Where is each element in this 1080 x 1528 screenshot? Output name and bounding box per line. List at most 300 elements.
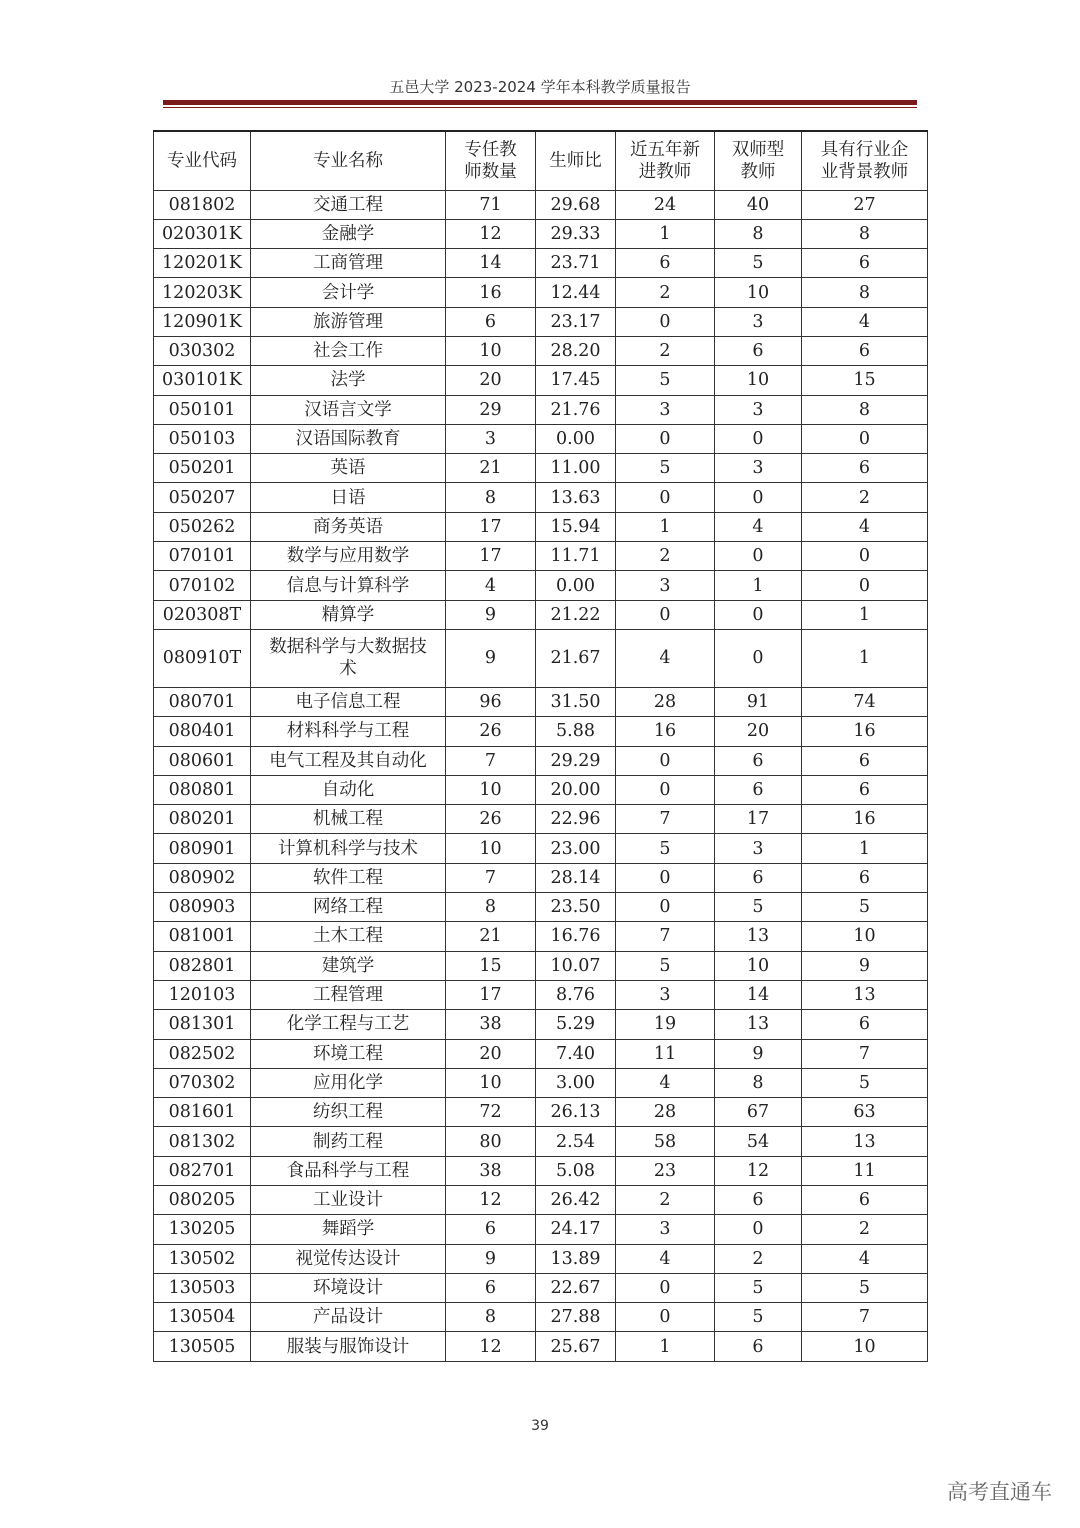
cell-major-code: 120203K (154, 278, 251, 307)
cell-new-teachers: 2 (616, 542, 715, 571)
cell-new-teachers: 16 (616, 717, 715, 746)
cell-major-name: 商务英语 (251, 512, 446, 541)
cell-fulltime-teachers: 3 (446, 424, 536, 453)
cell-major-name: 纺织工程 (251, 1098, 446, 1127)
cell-major-name: 土木工程 (251, 922, 446, 951)
cell-major-code: 020308T (154, 600, 251, 629)
cell-new-teachers: 0 (616, 746, 715, 775)
table-row (154, 336, 928, 365)
table-row (154, 1039, 928, 1068)
cell-new-teachers: 2 (616, 278, 715, 307)
cell-major-code: 080910T (154, 629, 251, 687)
cell-new-teachers: 5 (616, 454, 715, 483)
cell-fulltime-teachers: 38 (446, 1156, 536, 1185)
cell-industry-background: 8 (802, 219, 928, 248)
table-row (154, 1303, 928, 1332)
cell-student-teacher-ratio: 29.68 (536, 190, 616, 219)
cell-new-teachers: 58 (616, 1127, 715, 1156)
cell-new-teachers: 0 (616, 863, 715, 892)
table-row (154, 1156, 928, 1185)
cell-major-code: 081301 (154, 1010, 251, 1039)
cell-fulltime-teachers: 7 (446, 746, 536, 775)
cell-new-teachers: 0 (616, 1273, 715, 1302)
table-row (154, 1098, 928, 1127)
cell-dual-qualified: 3 (715, 834, 802, 863)
cell-new-teachers: 3 (616, 1215, 715, 1244)
table-row (154, 1127, 928, 1156)
cell-student-teacher-ratio: 23.50 (536, 893, 616, 922)
cell-major-code: 130504 (154, 1303, 251, 1332)
cell-major-code: 030302 (154, 336, 251, 365)
cell-dual-qualified: 0 (715, 483, 802, 512)
cell-major-code: 070102 (154, 571, 251, 600)
cell-student-teacher-ratio: 28.20 (536, 336, 616, 365)
cell-industry-background: 1 (802, 600, 928, 629)
cell-dual-qualified: 8 (715, 219, 802, 248)
cell-major-code: 120201K (154, 249, 251, 278)
col-header-major-code: 专业代码 (154, 131, 251, 190)
table-row (154, 366, 928, 395)
header-rule-thick (163, 100, 917, 105)
col-header-new-teachers (616, 131, 715, 190)
cell-major-name: 网络工程 (251, 893, 446, 922)
cell-industry-background: 10 (802, 1332, 928, 1361)
cell-industry-background: 63 (802, 1098, 928, 1127)
cell-dual-qualified: 5 (715, 1273, 802, 1302)
cell-fulltime-teachers: 15 (446, 951, 536, 980)
cell-new-teachers: 4 (616, 1244, 715, 1273)
cell-student-teacher-ratio: 5.29 (536, 1010, 616, 1039)
cell-fulltime-teachers: 21 (446, 922, 536, 951)
cell-major-code: 050101 (154, 395, 251, 424)
col-header-industry-background-label: 具有行业企 业背景教师 (820, 139, 909, 182)
cell-industry-background: 6 (802, 746, 928, 775)
cell-dual-qualified: 20 (715, 717, 802, 746)
table-row (154, 980, 928, 1009)
cell-major-name: 化学工程与工艺 (251, 1010, 446, 1039)
cell-major-code: 020301K (154, 219, 251, 248)
table-row (154, 190, 928, 219)
cell-major-name: 环境工程 (251, 1039, 446, 1068)
cell-new-teachers: 0 (616, 307, 715, 336)
cell-fulltime-teachers: 10 (446, 834, 536, 863)
cell-new-teachers: 0 (616, 1303, 715, 1332)
table-row (154, 775, 928, 804)
table-row (154, 278, 928, 307)
cell-major-code: 081802 (154, 190, 251, 219)
header-rule-thin (163, 107, 917, 108)
cell-major-code: 081302 (154, 1127, 251, 1156)
cell-major-code: 080902 (154, 863, 251, 892)
cell-major-code: 050262 (154, 512, 251, 541)
cell-fulltime-teachers: 12 (446, 219, 536, 248)
teacher-statistics-table (153, 130, 928, 1362)
cell-dual-qualified: 0 (715, 600, 802, 629)
table-row (154, 542, 928, 571)
cell-major-code: 070302 (154, 1068, 251, 1097)
cell-new-teachers: 6 (616, 249, 715, 278)
cell-industry-background: 0 (802, 571, 928, 600)
cell-dual-qualified: 10 (715, 278, 802, 307)
cell-new-teachers: 11 (616, 1039, 715, 1068)
cell-student-teacher-ratio: 21.22 (536, 600, 616, 629)
cell-fulltime-teachers: 8 (446, 483, 536, 512)
cell-major-name: 建筑学 (251, 951, 446, 980)
cell-fulltime-teachers: 72 (446, 1098, 536, 1127)
table-row (154, 454, 928, 483)
cell-student-teacher-ratio: 11.00 (536, 454, 616, 483)
table-row (154, 307, 928, 336)
cell-industry-background: 10 (802, 922, 928, 951)
cell-dual-qualified: 6 (715, 863, 802, 892)
table-row (154, 717, 928, 746)
cell-dual-qualified: 4 (715, 512, 802, 541)
cell-student-teacher-ratio: 0.00 (536, 571, 616, 600)
cell-major-code: 120901K (154, 307, 251, 336)
cell-major-name: 计算机科学与技术 (251, 834, 446, 863)
cell-major-name: 信息与计算科学 (251, 571, 446, 600)
cell-student-teacher-ratio: 23.17 (536, 307, 616, 336)
cell-major-code: 130502 (154, 1244, 251, 1273)
cell-major-name: 交通工程 (251, 190, 446, 219)
cell-industry-background: 5 (802, 893, 928, 922)
cell-major-name: 环境设计 (251, 1273, 446, 1302)
cell-new-teachers: 19 (616, 1010, 715, 1039)
cell-dual-qualified: 6 (715, 336, 802, 365)
cell-new-teachers: 2 (616, 1186, 715, 1215)
cell-fulltime-teachers: 16 (446, 278, 536, 307)
cell-major-name: 汉语言文学 (251, 395, 446, 424)
cell-student-teacher-ratio: 8.76 (536, 980, 616, 1009)
cell-student-teacher-ratio: 24.17 (536, 1215, 616, 1244)
cell-industry-background: 7 (802, 1039, 928, 1068)
cell-new-teachers: 3 (616, 395, 715, 424)
table-row (154, 1186, 928, 1215)
table-row (154, 1332, 928, 1361)
cell-student-teacher-ratio: 28.14 (536, 863, 616, 892)
cell-student-teacher-ratio: 27.88 (536, 1303, 616, 1332)
cell-industry-background: 16 (802, 717, 928, 746)
cell-new-teachers: 7 (616, 922, 715, 951)
cell-major-name: 数据科学与大数据技 术 (251, 629, 446, 687)
cell-dual-qualified: 14 (715, 980, 802, 1009)
cell-new-teachers: 0 (616, 424, 715, 453)
cell-major-code: 080601 (154, 746, 251, 775)
cell-major-name: 工商管理 (251, 249, 446, 278)
cell-dual-qualified: 0 (715, 1215, 802, 1244)
cell-industry-background: 2 (802, 1215, 928, 1244)
cell-industry-background: 5 (802, 1273, 928, 1302)
cell-dual-qualified: 6 (715, 1332, 802, 1361)
cell-fulltime-teachers: 26 (446, 717, 536, 746)
cell-student-teacher-ratio: 0.00 (536, 424, 616, 453)
cell-industry-background: 74 (802, 687, 928, 716)
cell-industry-background: 13 (802, 1127, 928, 1156)
cell-student-teacher-ratio: 29.33 (536, 219, 616, 248)
cell-major-code: 080903 (154, 893, 251, 922)
cell-industry-background: 8 (802, 395, 928, 424)
table-row (154, 687, 928, 716)
cell-student-teacher-ratio: 25.67 (536, 1332, 616, 1361)
cell-fulltime-teachers: 4 (446, 571, 536, 600)
cell-dual-qualified: 17 (715, 805, 802, 834)
cell-industry-background: 5 (802, 1068, 928, 1097)
cell-dual-qualified: 54 (715, 1127, 802, 1156)
cell-major-name: 社会工作 (251, 336, 446, 365)
cell-new-teachers: 2 (616, 336, 715, 365)
cell-new-teachers: 5 (616, 834, 715, 863)
col-header-industry-background (802, 131, 928, 190)
cell-major-name: 自动化 (251, 775, 446, 804)
table-row (154, 1244, 928, 1273)
cell-dual-qualified: 6 (715, 746, 802, 775)
cell-major-name: 精算学 (251, 600, 446, 629)
cell-student-teacher-ratio: 13.63 (536, 483, 616, 512)
cell-industry-background: 11 (802, 1156, 928, 1185)
cell-student-teacher-ratio: 26.42 (536, 1186, 616, 1215)
cell-major-name: 电气工程及其自动化 (251, 746, 446, 775)
cell-major-name: 日语 (251, 483, 446, 512)
cell-industry-background: 6 (802, 1010, 928, 1039)
cell-dual-qualified: 0 (715, 424, 802, 453)
cell-major-code: 082502 (154, 1039, 251, 1068)
cell-major-name: 机械工程 (251, 805, 446, 834)
cell-industry-background: 6 (802, 775, 928, 804)
cell-new-teachers: 4 (616, 629, 715, 687)
cell-major-name: 汉语国际教育 (251, 424, 446, 453)
cell-fulltime-teachers: 17 (446, 512, 536, 541)
col-header-fulltime-teachers (446, 131, 536, 190)
cell-major-code: 081601 (154, 1098, 251, 1127)
cell-major-code: 050103 (154, 424, 251, 453)
cell-fulltime-teachers: 20 (446, 366, 536, 395)
table-row (154, 1010, 928, 1039)
cell-new-teachers: 5 (616, 366, 715, 395)
table-row (154, 571, 928, 600)
cell-industry-background: 0 (802, 542, 928, 571)
cell-new-teachers: 28 (616, 1098, 715, 1127)
cell-major-name: 产品设计 (251, 1303, 446, 1332)
cell-student-teacher-ratio: 22.67 (536, 1273, 616, 1302)
cell-major-code: 030101K (154, 366, 251, 395)
cell-new-teachers: 28 (616, 687, 715, 716)
cell-dual-qualified: 67 (715, 1098, 802, 1127)
table-body (154, 190, 928, 1361)
cell-new-teachers: 4 (616, 1068, 715, 1097)
cell-fulltime-teachers: 17 (446, 980, 536, 1009)
cell-major-name: 旅游管理 (251, 307, 446, 336)
cell-dual-qualified: 12 (715, 1156, 802, 1185)
cell-industry-background: 13 (802, 980, 928, 1009)
col-header-dual-qualified-label: 双师型 教师 (731, 139, 785, 182)
cell-industry-background: 0 (802, 424, 928, 453)
cell-industry-background: 4 (802, 307, 928, 336)
cell-fulltime-teachers: 26 (446, 805, 536, 834)
cell-dual-qualified: 2 (715, 1244, 802, 1273)
cell-industry-background: 16 (802, 805, 928, 834)
cell-student-teacher-ratio: 21.76 (536, 395, 616, 424)
table-row (154, 805, 928, 834)
cell-fulltime-teachers: 71 (446, 190, 536, 219)
cell-fulltime-teachers: 10 (446, 775, 536, 804)
cell-fulltime-teachers: 17 (446, 542, 536, 571)
cell-new-teachers: 7 (616, 805, 715, 834)
cell-student-teacher-ratio: 23.71 (536, 249, 616, 278)
cell-student-teacher-ratio: 31.50 (536, 687, 616, 716)
cell-student-teacher-ratio: 11.71 (536, 542, 616, 571)
cell-student-teacher-ratio: 5.08 (536, 1156, 616, 1185)
cell-student-teacher-ratio: 26.13 (536, 1098, 616, 1127)
cell-fulltime-teachers: 12 (446, 1186, 536, 1215)
cell-industry-background: 27 (802, 190, 928, 219)
table-row (154, 219, 928, 248)
table-row (154, 629, 928, 687)
cell-fulltime-teachers: 21 (446, 454, 536, 483)
cell-major-name: 制药工程 (251, 1127, 446, 1156)
cell-major-code: 080901 (154, 834, 251, 863)
cell-major-code: 080801 (154, 775, 251, 804)
cell-student-teacher-ratio: 10.07 (536, 951, 616, 980)
cell-major-name: 软件工程 (251, 863, 446, 892)
cell-major-name: 会计学 (251, 278, 446, 307)
cell-major-name: 英语 (251, 454, 446, 483)
cell-fulltime-teachers: 12 (446, 1332, 536, 1361)
cell-major-code: 080201 (154, 805, 251, 834)
cell-major-code: 050207 (154, 483, 251, 512)
cell-new-teachers: 0 (616, 893, 715, 922)
cell-major-name: 工业设计 (251, 1186, 446, 1215)
cell-industry-background: 1 (802, 629, 928, 687)
cell-dual-qualified: 0 (715, 542, 802, 571)
cell-fulltime-teachers: 7 (446, 863, 536, 892)
cell-dual-qualified: 6 (715, 1186, 802, 1215)
table-row (154, 424, 928, 453)
cell-major-code: 081001 (154, 922, 251, 951)
cell-student-teacher-ratio: 16.76 (536, 922, 616, 951)
cell-major-code: 050201 (154, 454, 251, 483)
cell-new-teachers: 0 (616, 483, 715, 512)
cell-industry-background: 6 (802, 863, 928, 892)
cell-industry-background: 1 (802, 834, 928, 863)
cell-new-teachers: 1 (616, 1332, 715, 1361)
cell-new-teachers: 1 (616, 219, 715, 248)
cell-dual-qualified: 9 (715, 1039, 802, 1068)
table-row (154, 600, 928, 629)
cell-student-teacher-ratio: 23.00 (536, 834, 616, 863)
table-row (154, 863, 928, 892)
cell-dual-qualified: 13 (715, 922, 802, 951)
cell-dual-qualified: 40 (715, 190, 802, 219)
col-header-dual-qualified (715, 131, 802, 190)
cell-fulltime-teachers: 8 (446, 1303, 536, 1332)
page-number: 39 (531, 1418, 549, 1434)
cell-major-code: 080701 (154, 687, 251, 716)
cell-new-teachers: 3 (616, 571, 715, 600)
cell-student-teacher-ratio: 5.88 (536, 717, 616, 746)
table-row (154, 1273, 928, 1302)
cell-dual-qualified: 13 (715, 1010, 802, 1039)
cell-dual-qualified: 3 (715, 307, 802, 336)
cell-major-code: 080401 (154, 717, 251, 746)
cell-student-teacher-ratio: 22.96 (536, 805, 616, 834)
cell-fulltime-teachers: 96 (446, 687, 536, 716)
cell-dual-qualified: 5 (715, 893, 802, 922)
cell-fulltime-teachers: 80 (446, 1127, 536, 1156)
cell-fulltime-teachers: 38 (446, 1010, 536, 1039)
cell-student-teacher-ratio: 15.94 (536, 512, 616, 541)
watermark-text: 高考直通车 (947, 1480, 1052, 1504)
cell-industry-background: 15 (802, 366, 928, 395)
cell-dual-qualified: 1 (715, 571, 802, 600)
cell-major-name: 舞蹈学 (251, 1215, 446, 1244)
report-header-title: 五邑大学 2023-2024 学年本科教学质量报告 (389, 78, 691, 96)
cell-fulltime-teachers: 9 (446, 1244, 536, 1273)
cell-new-teachers: 23 (616, 1156, 715, 1185)
table-row (154, 249, 928, 278)
cell-major-code: 070101 (154, 542, 251, 571)
cell-dual-qualified: 5 (715, 1303, 802, 1332)
cell-major-name: 法学 (251, 366, 446, 395)
cell-fulltime-teachers: 8 (446, 893, 536, 922)
cell-fulltime-teachers: 9 (446, 600, 536, 629)
cell-major-name: 金融学 (251, 219, 446, 248)
cell-major-code: 082801 (154, 951, 251, 980)
cell-dual-qualified: 10 (715, 951, 802, 980)
table-row (154, 1215, 928, 1244)
cell-industry-background: 2 (802, 483, 928, 512)
table-row (154, 1068, 928, 1097)
cell-industry-background: 8 (802, 278, 928, 307)
cell-fulltime-teachers: 10 (446, 1068, 536, 1097)
table-header-row (154, 131, 928, 190)
cell-new-teachers: 0 (616, 600, 715, 629)
cell-major-name: 数学与应用数学 (251, 542, 446, 571)
table-row (154, 483, 928, 512)
table-row (154, 395, 928, 424)
cell-dual-qualified: 5 (715, 249, 802, 278)
col-header-student-teacher-ratio: 生师比 (536, 131, 616, 190)
col-header-fulltime-teachers-label: 专任教 师数量 (464, 139, 517, 182)
cell-industry-background: 9 (802, 951, 928, 980)
cell-major-name: 电子信息工程 (251, 687, 446, 716)
cell-major-code: 130503 (154, 1273, 251, 1302)
cell-major-code: 082701 (154, 1156, 251, 1185)
cell-fulltime-teachers: 6 (446, 1215, 536, 1244)
cell-dual-qualified: 0 (715, 629, 802, 687)
cell-dual-qualified: 3 (715, 395, 802, 424)
cell-major-name: 视觉传达设计 (251, 1244, 446, 1273)
cell-industry-background: 6 (802, 336, 928, 365)
cell-industry-background: 6 (802, 1186, 928, 1215)
cell-dual-qualified: 10 (715, 366, 802, 395)
cell-dual-qualified: 6 (715, 775, 802, 804)
cell-student-teacher-ratio: 12.44 (536, 278, 616, 307)
table-row (154, 893, 928, 922)
cell-dual-qualified: 91 (715, 687, 802, 716)
cell-student-teacher-ratio: 3.00 (536, 1068, 616, 1097)
cell-student-teacher-ratio: 2.54 (536, 1127, 616, 1156)
cell-major-name: 食品科学与工程 (251, 1156, 446, 1185)
table-row (154, 922, 928, 951)
cell-student-teacher-ratio: 29.29 (536, 746, 616, 775)
cell-major-name: 材料科学与工程 (251, 717, 446, 746)
cell-dual-qualified: 8 (715, 1068, 802, 1097)
cell-new-teachers: 1 (616, 512, 715, 541)
table-row (154, 746, 928, 775)
cell-fulltime-teachers: 29 (446, 395, 536, 424)
cell-dual-qualified: 3 (715, 454, 802, 483)
col-header-major-name: 专业名称 (251, 131, 446, 190)
